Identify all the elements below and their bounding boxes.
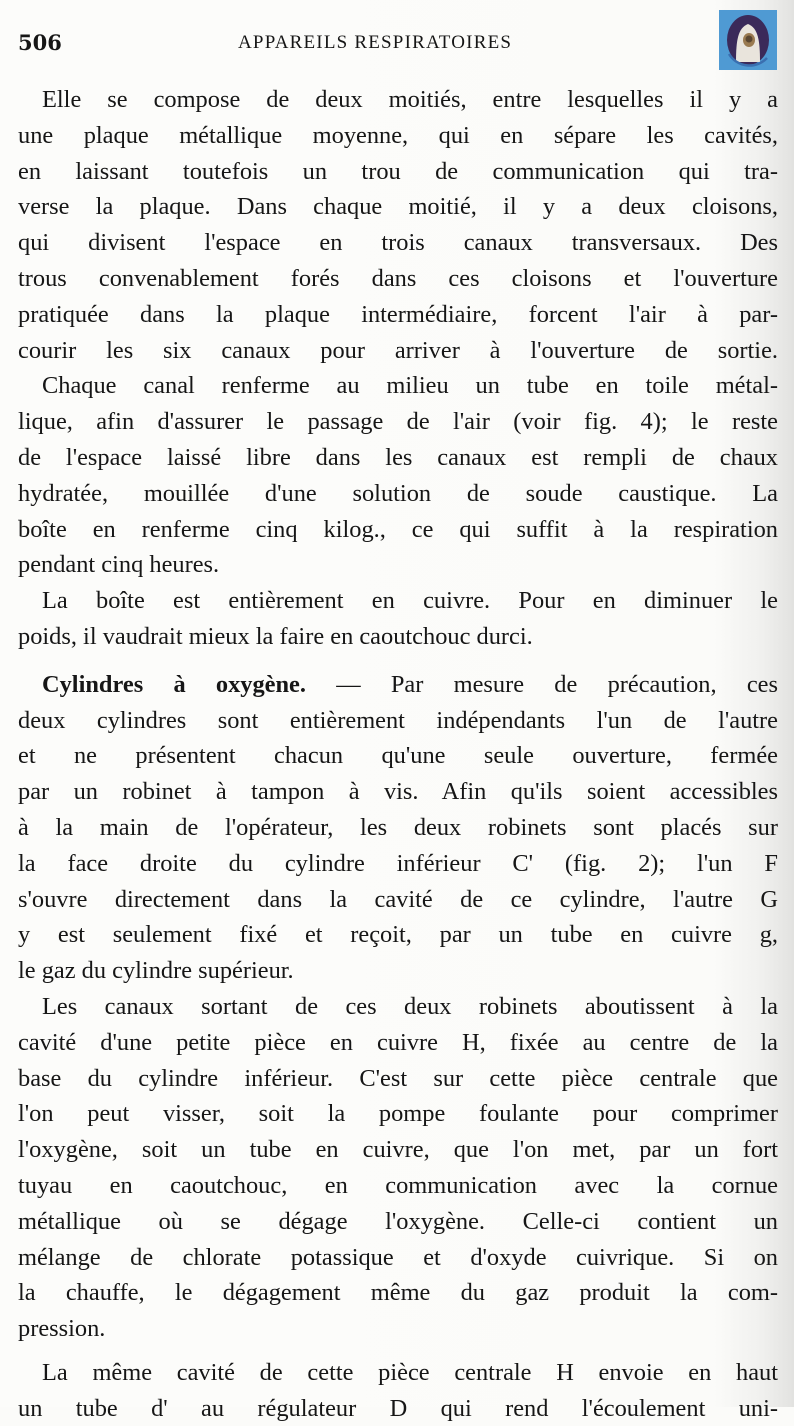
paragraph <box>18 368 778 583</box>
text-line: l'on peut visser, soit la pompe foulante pour comprimer <box>18 1100 778 1128</box>
text-line: à la main de l'opérateur, les deux robinets sont placés sur <box>18 813 778 841</box>
text-line: Les canaux sortant de ces deux robinets aboutissent à la <box>42 992 778 1020</box>
text-line: la face droite du cylindre inférieur C' (fig. 2); l'un F <box>18 849 778 877</box>
paragraph <box>18 82 778 368</box>
text-line: une plaque métallique moyenne, qui en sépare les cavités, <box>18 121 778 149</box>
paragraph <box>18 667 778 989</box>
page-header <box>0 0 794 80</box>
text-line: cavité d'une petite pièce en cuivre H, fixée au centre de la <box>18 1028 778 1056</box>
text-line: deux cylindres sont entièrement indépendants l'un de l'autre <box>18 706 778 734</box>
text-line: en laissant toutefois un trou de communication qui tra- <box>18 157 778 185</box>
text-line: La boîte est entièrement en cuivre. Pour en diminuer le <box>42 587 778 615</box>
text-line: qui divisent l'espace en trois canaux transversaux. Des <box>18 229 778 257</box>
text-line: Chaque canal renferme au milieu un tube en toile métal- <box>42 372 778 400</box>
running-title: APPAREILS RESPIRATOIRES <box>238 32 513 53</box>
text-line: verse la plaque. Dans chaque moitié, il y a deux cloisons, <box>18 193 778 221</box>
text-line: La même cavité de cette pièce centrale H envoie en haut <box>42 1358 778 1386</box>
paragraph <box>18 1355 778 1426</box>
text-line: par un robinet à tampon à vis. Afin qu'ils soient accessibles <box>18 778 778 806</box>
text-line: métallique où se dégage l'oxygène. Celle-ci contient un <box>18 1207 778 1235</box>
text-line: boîte en renferme cinq kilog., ce qui suffit à la respiration <box>18 515 778 543</box>
text-line: mélange de chlorate potassique et d'oxyde cuivrique. Si on <box>18 1243 778 1271</box>
text-line: un tube d' au régulateur D qui rend l'écoulement uni- <box>18 1394 778 1422</box>
text-line <box>18 667 778 703</box>
text-line: Elle se compose de deux moitiés, entre lesquelles il y a <box>42 86 778 113</box>
text-line: y est seulement fixé et reçoit, par un tube en cuivre g, <box>18 921 778 949</box>
text-line: pression. <box>18 1315 106 1343</box>
text-line: la chauffe, le dégagement même du gaz produit la com- <box>18 1279 778 1307</box>
text-line: pendant cinq heures. <box>18 551 220 579</box>
text-line: trous convenablement forés dans ces cloisons et l'ouverture <box>18 264 778 292</box>
text-run: — Par mesure de précaution, ces <box>305 670 778 698</box>
diver-helmet-logo-icon <box>719 10 777 70</box>
text-line: tuyau en caoutchouc, en communication avec la cornue <box>18 1171 778 1199</box>
paragraph <box>18 989 778 1347</box>
text-line: base du cylindre inférieur. C'est sur cette pièce centrale que <box>18 1064 778 1092</box>
text-line: lique, afin d'assurer le passage de l'air (voir fig. 4); le reste <box>18 408 778 436</box>
text-line: hydratée, mouillée d'une solution de soude caustique. La <box>18 479 778 507</box>
paragraph <box>18 583 778 655</box>
section-heading: Cylindres à oxygène. <box>42 670 306 698</box>
text-line: l'oxygène, soit un tube en cuivre, que l'on met, par un fort <box>18 1136 778 1164</box>
body-text <box>18 82 778 1426</box>
text-line: poids, il vaudrait mieux la faire en caoutchouc durci. <box>18 622 533 650</box>
text-line: et ne présentent chacun qu'une seule ouverture, fermée <box>18 742 778 770</box>
text-line: pratiquée dans la plaque intermédiaire, forcent l'air à par- <box>18 300 778 328</box>
text-line: courir les six canaux pour arriver à l'ouverture de sortie. <box>18 336 778 364</box>
text-line: de l'espace laissé libre dans les canaux est rempli de chaux <box>18 443 778 471</box>
text-line: s'ouvre directement dans la cavité de ce cylindre, l'autre G <box>18 885 778 913</box>
page-number: 506 <box>18 30 62 55</box>
text-line: le gaz du cylindre supérieur. <box>18 957 294 985</box>
